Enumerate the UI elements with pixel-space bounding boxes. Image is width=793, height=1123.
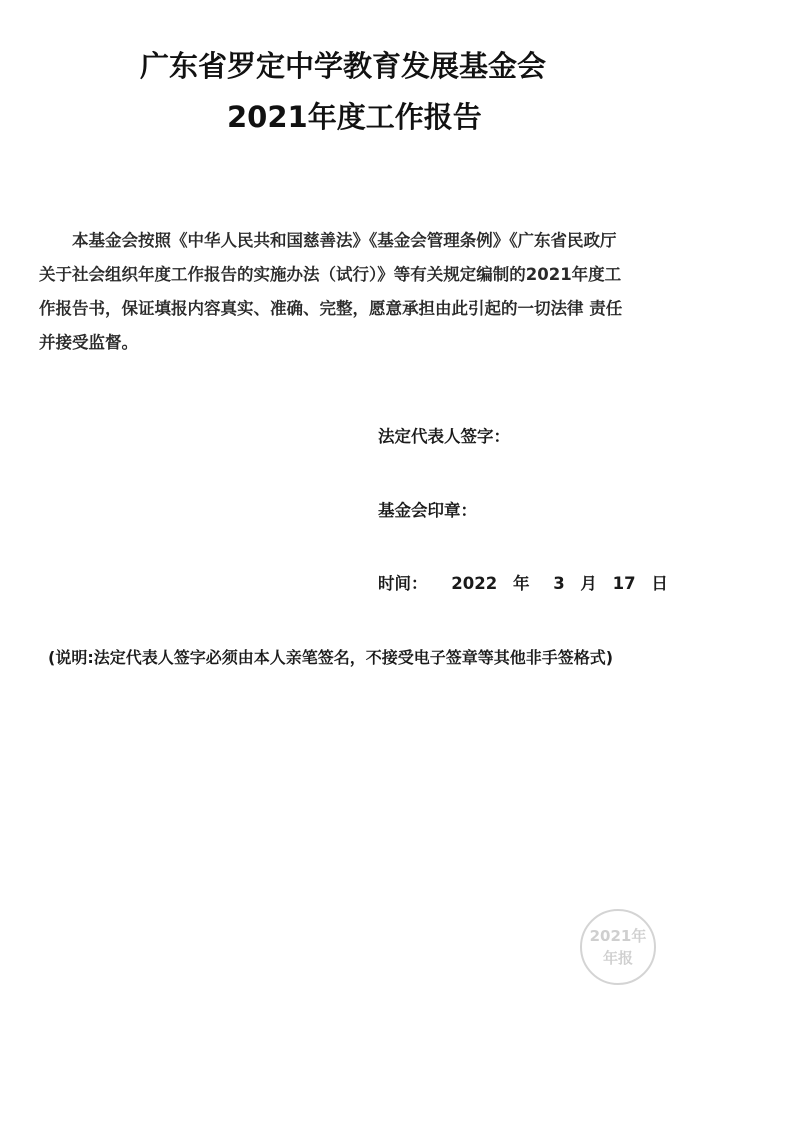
date-year-unit: 年 — [512, 574, 530, 593]
date-label: 时间： — [378, 574, 428, 593]
date-day: 17 — [612, 574, 636, 593]
date-year: 2022 — [451, 574, 498, 593]
date-month-unit: 月 — [580, 574, 597, 593]
declaration-line: 本基金会按照《中华人民共和国慈善法》《基金会管理条例》《广东省民政厅 — [39, 231, 617, 250]
document-title-line-1: 广东省罗定中学教育发展基金会 — [140, 49, 547, 83]
legal-representative-signature-label: 法定代表人签字： — [378, 427, 510, 446]
declaration-line: 并接受监督。 — [39, 333, 138, 352]
annual-report-stamp — [580, 909, 656, 985]
document-title-line-2: 2021年度工作报告 — [227, 100, 482, 134]
declaration-paragraph — [39, 224, 699, 360]
date-month: 3 — [553, 574, 565, 593]
stamp-line-1: 2021年 — [589, 927, 647, 945]
date-day-unit: 日 — [651, 574, 668, 593]
foundation-seal-label: 基金会印章： — [378, 501, 477, 520]
signature-note: (说明:法定代表人签字必须由本人亲笔签名，不接受电子签章等其他非手签格式) — [48, 648, 614, 667]
date-field — [378, 570, 668, 594]
declaration-line: 关于社会组织年度工作报告的实施办法（试行）》等有关规定编制的2021年度工 — [39, 265, 622, 284]
stamp-line-2: 年报 — [602, 949, 633, 967]
declaration-line: 作报告书，保证填报内容真实、准确、完整，愿意承担由此引起的一切法律 责任 — [39, 299, 623, 318]
